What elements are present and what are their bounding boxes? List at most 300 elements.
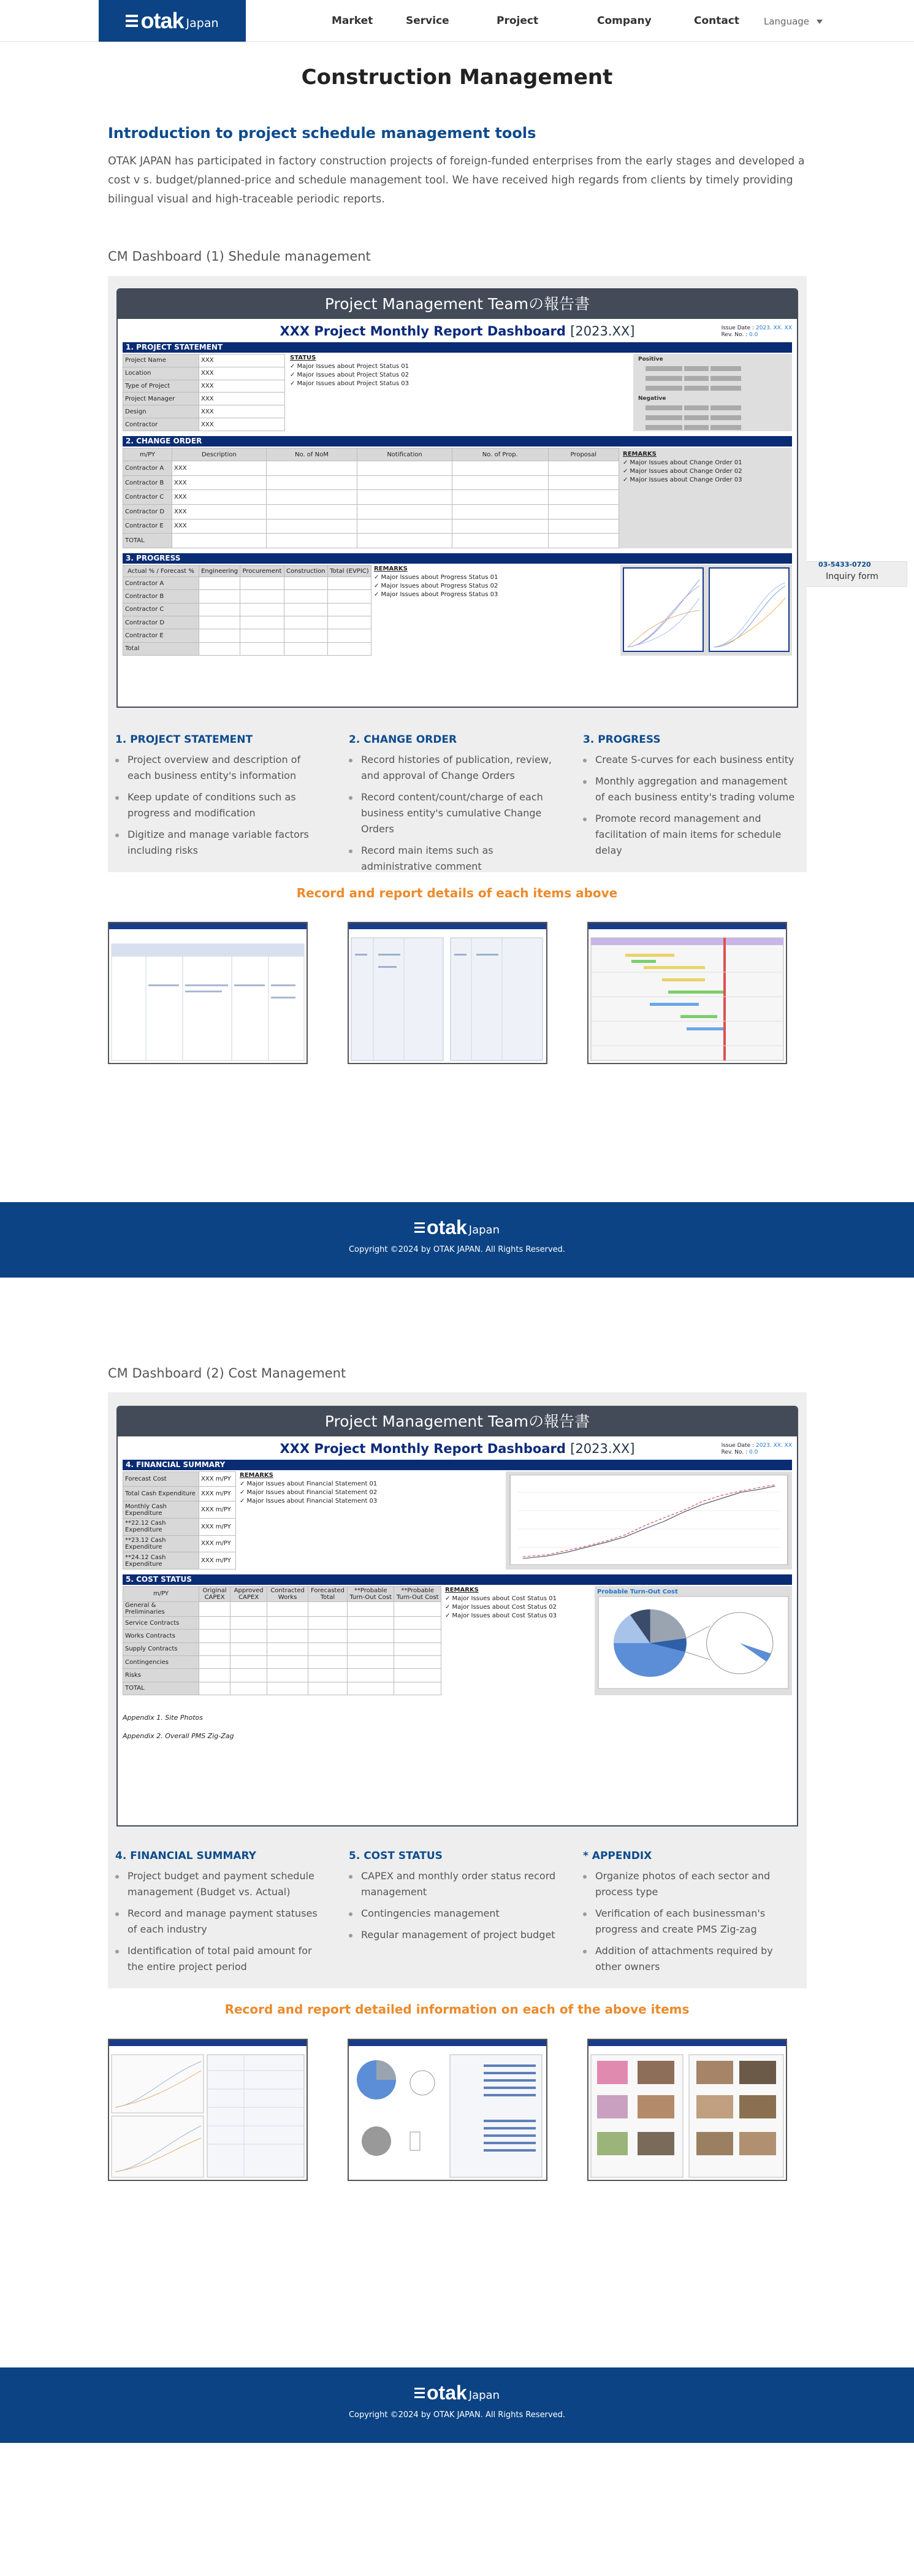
row-value: XXX [199,367,285,380]
footer-logo[interactable] [0,2382,914,2404]
table-cell [308,1682,347,1695]
remarks-label: REMARKS [623,451,657,458]
row-label: **24.12 Cash Expenditure [123,1552,199,1570]
turnout-chart-panel [595,1586,792,1695]
table-cell [452,519,549,534]
issue-label: Issue Date : [721,325,755,331]
table-cell [267,1669,308,1682]
row-value: XXX [172,475,267,490]
report-title-text: XXX Project Monthly Report Dashboard [280,324,566,339]
remark-item: ✓ Major Issues about Cost Status 03 [445,1612,557,1619]
row-label: Project Manager [123,393,199,405]
table-cell [357,505,452,519]
report-title-date: [2023.XX] [570,324,635,339]
row-value: XXX [199,355,285,367]
row-value: XXX [172,490,267,505]
column-header: Original CAPEX [199,1587,230,1602]
remark-item: ✓ Major Issues about Project Status 01 [290,363,409,370]
table-cell [230,1682,267,1695]
table-cell [199,616,240,629]
row-label: Contractor E [123,629,199,642]
section-bar: 5. COST STATUS [123,1574,792,1585]
feature-title: 2. CHANGE ORDER [349,734,457,746]
table-cell [357,475,452,490]
column-header: No. of NoM [266,448,357,461]
table-cell [230,1643,267,1655]
report-title [118,1441,797,1456]
table-cell [267,1601,308,1617]
row-value: XXX m/PY [199,1535,236,1552]
remarks-label: REMARKS [240,1472,273,1479]
remark-item: ✓ Major Issues about Progress Status 01 [373,574,498,581]
row-value: XXX [199,380,285,393]
table-cell [230,1669,267,1682]
rev-value: 0.0 [749,332,758,338]
row-label: **23.12 Cash Expenditure [123,1535,199,1552]
row-label: Contractor A [123,577,199,590]
feature-item: Record main items such as administrative comment [349,843,557,875]
feature-item: Digitize and manage variable factors including risks [115,827,324,859]
row-label: Contractor B [123,475,172,490]
feature-column [115,1850,324,1980]
logo-stripes-icon [414,1222,425,1233]
column-header: Construction [284,565,327,577]
table-cell [199,1643,230,1655]
issue-value: 2023. XX. XX [755,325,792,331]
issue-info [722,1443,792,1456]
row-label: Type of Project [123,380,199,393]
table-cell [240,590,284,603]
row-label: Works Contracts [123,1630,199,1643]
table-cell [266,534,357,548]
table-cell [240,616,284,629]
brand-sub: Japan [186,17,219,30]
row-label: TOTAL [123,534,172,548]
feature-item: Record content/count/charge of each business entity's cumulative Change Orders [349,789,557,837]
appendix-item: Appendix 1. Site Photos [123,1714,203,1722]
table-cell [327,577,371,590]
report-title-text: XXX Project Monthly Report Dashboard [280,1441,566,1456]
table-cell [266,505,357,519]
table-cell [327,603,371,616]
status-label: STATUS [290,355,316,361]
intro-text: OTAK JAPAN has participated in factory construction projects of foreign-funded enterprises from the early stages and developed a cost v s. budget/planned-price and schedule management tool. We have received high regards from clients by timely providing bilingual visual and high-traceable periodic reports. [108,155,805,205]
table-cell [199,1617,230,1630]
row-value [172,534,267,548]
screenshot-thumbnail[interactable] [587,922,787,1064]
highlight-text: Record and report details of each items above [296,886,618,900]
nav-service[interactable]: Service [406,15,449,27]
row-label: Contractor A [123,461,172,476]
table-cell [327,616,371,629]
s-curve-chart [709,567,790,652]
table-cell [266,519,357,534]
remarks-label: REMARKS [445,1587,479,1593]
report-team-title: Project Management Teamの報告書 [118,289,797,319]
brand-logo[interactable] [99,0,246,42]
table-cell [230,1601,267,1617]
table-cell [284,629,327,642]
table-cell [452,505,549,519]
screenshot-thumbnail[interactable] [108,2039,308,2181]
appendix-notes [123,1709,792,1746]
feature-item: Monthly aggregation and management of each business entity's trading volume [583,773,798,805]
table-cell [199,1630,230,1643]
financial-summary-table [123,1471,236,1570]
table-cell [308,1669,347,1682]
column-header: Procurement [240,565,284,577]
row-value: XXX m/PY [199,1501,236,1519]
screenshot-thumbnail[interactable] [348,2039,547,2181]
table-cell [308,1655,347,1668]
table-cell [347,1617,394,1630]
s-curve-chart [623,567,704,652]
row-value: XXX [199,418,285,431]
row-value: XXX [172,519,267,534]
screenshot-thumbnail[interactable] [587,2039,787,2181]
site-header [0,0,914,42]
remark-item: ✓ Major Issues about Change Order 01 [623,459,742,466]
feature-list [583,752,798,859]
table-cell [357,490,452,505]
table-cell [452,490,549,505]
row-label: Contractor D [123,616,199,629]
remark-item: ✓ Major Issues about Progress Status 03 [373,591,498,598]
logo-stripes-icon [414,2388,425,2398]
table-cell [199,1682,230,1695]
financial-remarks [236,1471,506,1570]
table-cell [347,1601,394,1617]
row-value: XXX m/PY [199,1472,236,1487]
table-cell [284,616,327,629]
table-cell [347,1630,394,1643]
table-cell [308,1601,347,1617]
table-cell [394,1669,441,1682]
row-label: Risks [123,1669,199,1682]
row-label: Contractor B [123,590,199,603]
table-cell [284,603,327,616]
feature-list [349,1868,557,1943]
screenshot-thumbnail[interactable] [108,922,308,1064]
table-cell [347,1669,394,1682]
table-cell [240,629,284,642]
cash-flow-chart [508,1474,790,1566]
row-label: Project Name [123,355,199,367]
feature-item: Verification of each businessman's progress and create PMS Zig-zag [583,1906,798,1938]
report2-frame [116,1406,798,1827]
feature-title: * APPENDIX [583,1850,652,1862]
table-cell [327,642,371,655]
row-label: Forecast Cost [123,1472,199,1487]
logo-stripes-icon [126,15,138,27]
row-value: XXX [199,405,285,418]
dashboard1-heading: CM Dashboard (1) Shedule management [108,249,371,264]
section-bar: 3. PROGRESS [123,553,792,564]
turnout-chart-title: Probable Turn-Out Cost [597,1589,678,1595]
feature-column [349,734,557,880]
table-cell [199,1669,230,1682]
feature-item: Organize photos of each sector and process type [583,1868,798,1900]
rev-label: Rev. No. : [721,1449,748,1455]
row-label: General & Preliminaries [123,1601,199,1617]
section-bar: 2. CHANGE ORDER [123,436,792,447]
issue-info [722,325,792,339]
table-cell [327,590,371,603]
column-header: Proposal [548,448,619,461]
remark-item: ✓ Major Issues about Change Order 02 [623,468,742,475]
table-cell [394,1682,441,1695]
table-cell [548,490,619,505]
row-label: TOTAL [123,1682,199,1695]
table-cell [548,461,619,476]
remark-item: ✓ Major Issues about Progress Status 02 [373,583,498,589]
cost-status-table [123,1586,441,1695]
row-label: Monthly Cash Expenditure [123,1501,199,1519]
feature-title: 5. COST STATUS [349,1850,443,1862]
column-header: Contracted Works [267,1587,308,1602]
table-cell [230,1617,267,1630]
table-cell [267,1617,308,1630]
table-cell [230,1630,267,1643]
nav-company[interactable]: Company [597,15,652,27]
table-cell [267,1643,308,1655]
remark-item: ✓ Major Issues about Financial Statement 01 [240,1481,378,1487]
feature-item: Record histories of publication, review, and approval of Change Orders [349,752,557,784]
page-title: Construction Management [301,65,613,90]
progress-remarks [371,565,620,656]
table-cell [357,534,452,548]
table-cell [240,603,284,616]
positive-label: Positive [638,356,663,362]
highlight-text: Record and report detailed information on each of the above items [224,2002,690,2017]
column-header: Forecasted Total [308,1587,347,1602]
rev-label: Rev. No. : [721,332,748,338]
feature-item: Identification of total paid amount for the entire project period [115,1943,324,1975]
row-value: XXX m/PY [199,1552,236,1570]
feature-title: 1. PROJECT STATEMENT [115,734,253,746]
footer-brand: otak [427,2382,467,2404]
table-cell [394,1643,441,1655]
row-label: Contractor E [123,519,172,534]
column-header: Actual % / Forecast % [123,565,199,577]
table-cell [284,590,327,603]
copyright: Copyright ©2024 by OTAK JAPAN. All Rights Reserved. [348,1245,566,1254]
table-cell [452,534,549,548]
inquiry-phone: 03-5433-0720 [818,561,871,569]
table-cell [452,475,549,490]
feature-item: Regular management of project budget [349,1927,557,1943]
report1-frame [116,288,798,708]
table-cell [240,577,284,590]
nav-market[interactable]: Market [332,15,373,27]
feature-item: Addition of attachments required by other owners [583,1943,798,1975]
footer-brand-sub: Japan [468,1224,500,1236]
table-cell [240,642,284,655]
table-cell [199,590,240,603]
feature-list [349,752,557,875]
feature-title: 3. PROGRESS [583,734,661,746]
report-title-date: [2023.XX] [570,1441,635,1456]
inquiry-button[interactable] [797,561,907,587]
screenshot-thumbnail[interactable] [348,922,547,1064]
row-value: XXX [172,461,267,476]
table-cell [327,629,371,642]
table-cell [284,577,327,590]
table-cell [266,475,357,490]
table-cell [357,519,452,534]
table-cell [308,1617,347,1630]
table-cell [267,1630,308,1643]
feature-column [349,1850,557,1949]
table-cell [394,1630,441,1643]
table-cell [548,534,619,548]
appendix-item: Appendix 2. Overall PMS Zig-Zag [123,1732,234,1740]
table-cell [308,1630,347,1643]
column-header: Total (EVPIC) [327,565,371,577]
table-cell [199,603,240,616]
inquiry-label: Inquiry form [826,572,878,581]
feature-item: Create S-curves for each business entity [583,752,798,768]
pie-chart [597,1595,790,1691]
language-select[interactable] [764,16,823,27]
table-cell [199,1655,230,1668]
feature-title: 4. FINANCIAL SUMMARY [115,1850,256,1862]
footer-brand: otak [427,1216,467,1238]
table-cell [452,461,549,476]
remark-item: ✓ Major Issues about Project Status 03 [290,380,409,387]
column-header: **Probable Turn-Out Cost [394,1587,441,1602]
nav-contact[interactable]: Contact [694,15,740,27]
table-cell [548,505,619,519]
column-header: **Probable Turn-Out Cost [347,1587,394,1602]
table-cell [347,1643,394,1655]
row-label: **22.12 Cash Expenditure [123,1518,199,1535]
row-label: Supply Contracts [123,1643,199,1655]
change-order-remarks [619,448,792,548]
row-label: Contingencies [123,1655,199,1668]
remark-item: ✓ Major Issues about Financial Statement 03 [240,1498,378,1505]
issue-label: Issue Date : [721,1443,755,1449]
table-cell [266,461,357,476]
feature-item: Keep update of conditions such as progress and modification [115,789,324,821]
project-statement-table [123,354,285,431]
row-label: Service Contracts [123,1617,199,1630]
table-cell [284,642,327,655]
table-cell [199,629,240,642]
copyright: Copyright ©2024 by OTAK JAPAN. All Rights Reserved. [348,2410,566,2420]
table-cell [199,642,240,655]
table-cell [548,475,619,490]
table-cell [308,1643,347,1655]
feature-item: Promote record management and facilitation of main items for schedule delay [583,811,798,859]
table-cell [357,461,452,476]
table-cell [267,1682,308,1695]
row-label: Contractor D [123,505,172,519]
cash-flow-chart-panel [506,1471,792,1570]
table-cell [199,577,240,590]
caret-down-icon [817,20,823,24]
feature-list [583,1868,798,1975]
intro-heading: Introduction to project schedule management tools [108,125,536,142]
table-cell [267,1655,308,1668]
table-cell [266,490,357,505]
column-header: Description [172,448,267,461]
feature-column [583,1850,798,1980]
remark-item: ✓ Major Issues about Financial Statement 02 [240,1489,378,1496]
s-curve-charts [620,565,792,656]
feature-item: Project budget and payment schedule management (Budget vs. Actual) [115,1868,324,1900]
row-value: XXX [199,393,285,405]
feature-column [115,734,324,864]
column-header: Approved CAPEX [230,1587,267,1602]
issue-value: 2023. XX. XX [755,1443,792,1449]
site-footer [0,1202,914,1278]
feature-item: Project overview and description of each business entity's information [115,752,324,784]
report-team-title: Project Management Teamの報告書 [118,1407,797,1436]
positive-negative-panel [633,354,792,431]
table-cell [394,1655,441,1668]
column-header: m/PY [123,448,172,461]
status-notes [290,354,633,431]
feature-column [583,734,798,864]
footer-logo[interactable] [0,1216,914,1239]
brand-name: otak [140,8,184,33]
table-cell [548,519,619,534]
progress-table [123,565,371,656]
column-header: No. of Prop. [452,448,549,461]
row-value: XXX m/PY [199,1487,236,1501]
column-header: m/PY [123,1587,199,1602]
cost-remarks [441,1586,595,1695]
footer-brand-sub: Japan [468,2389,500,2402]
negative-label: Negative [638,396,666,402]
table-cell [199,1601,230,1617]
feature-list [115,752,324,859]
table-cell [230,1655,267,1668]
feature-item: Contingencies management [349,1906,557,1922]
table-cell [347,1655,394,1668]
change-order-table [123,448,619,548]
rev-value: 0.0 [749,1449,758,1455]
table-cell [394,1601,441,1617]
section-bar: 1. PROJECT STATEMENT [123,342,792,353]
section-bar: 4. FINANCIAL SUMMARY [123,1460,792,1470]
row-label: Contractor [123,418,199,431]
row-value: XXX m/PY [199,1518,236,1535]
language-label: Language [764,16,810,27]
column-header: Notification [357,448,452,461]
row-label: Contractor C [123,603,199,616]
row-value: XXX [172,505,267,519]
report-title [118,324,797,339]
column-header: Engineering [199,565,240,577]
remark-item: ✓ Major Issues about Cost Status 01 [445,1595,557,1602]
remark-item: ✓ Major Issues about Project Status 02 [290,372,409,378]
row-label: Total [123,642,199,655]
row-label: Location [123,367,199,380]
dashboard2-heading: CM Dashboard (2) Cost Management [108,1366,346,1381]
feature-list [115,1868,324,1975]
table-cell [347,1682,394,1695]
feature-item: Record and manage payment statuses of each industry [115,1906,324,1938]
nav-project[interactable]: Project [497,15,539,27]
row-label: Total Cash Expenditure [123,1487,199,1501]
row-label: Design [123,405,199,418]
site-footer [0,2367,914,2443]
feature-item: CAPEX and monthly order status record management [349,1868,557,1900]
remark-item: ✓ Major Issues about Cost Status 02 [445,1604,557,1611]
row-label: Contractor C [123,490,172,505]
